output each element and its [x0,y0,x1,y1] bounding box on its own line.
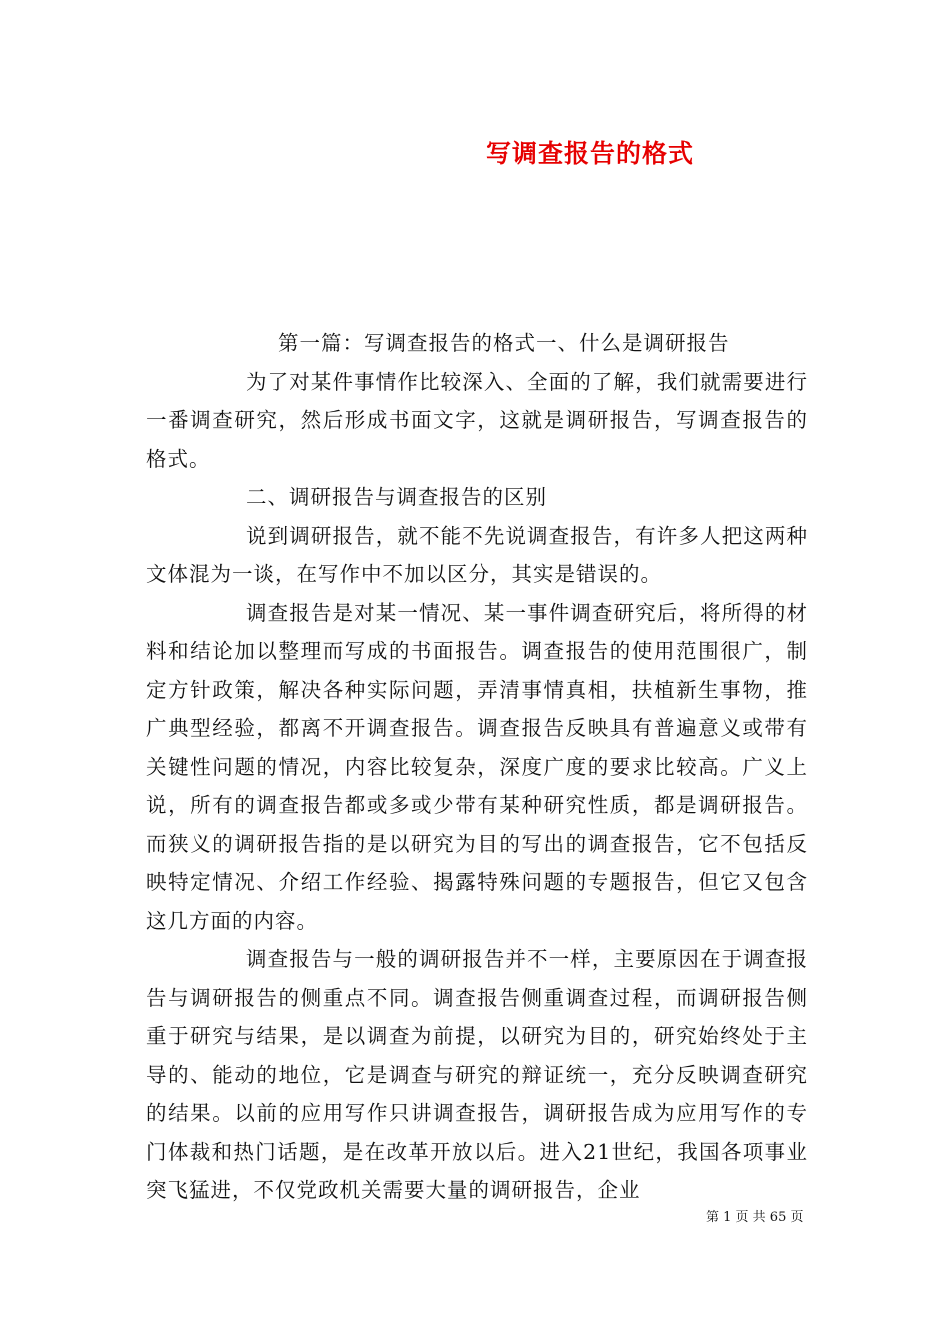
paragraph: 调查报告是对某一情况、某一事件调查研究后，将所得的材料和结论加以整理而写成的书面报告。调查报告的使用范围很广，制定方针政策，解决各种实际问题，弄清事情真相，扶植新生事物，推广典型经验，都离不开调查报告。调查报告反映具有普遍意义或带有关键性问题的情况，内容比较复杂，深度广度的要求比较高。广义上说，所有的调查报告都或多或少带有某种研究性质，都是调研报告。而狭义的调研报告指的是以研究为目的写出的调查报告，它不包括反映特定情况、介绍工作经验、揭露特殊问题的专题报告，但它又包含这几方面的内容。 [146,600,808,933]
paragraph-heading-2: 二、调研报告与调查报告的区别 [246,485,547,509]
paragraph: 说到调研报告，就不能不先说调查报告，有许多人把这两种文体混为一谈，在写作中不加以区分，其实是错误的。 [146,523,808,586]
paragraph: 为了对某件事情作比较深入、全面的了解，我们就需要进行一番调查研究，然后形成书面文字，这就是调研报告，写调查报告的格式。 [146,369,808,471]
page-number: 第 1 页 共 65 页 [706,1210,804,1225]
document-body [146,324,808,1210]
paragraph-heading-1: 第一篇：写调查报告的格式一、什么是调研报告 [278,331,730,355]
paragraph: 调查报告与一般的调研报告并不一样，主要原因在于调查报告与调研报告的侧重点不同。调查报告侧重调查过程，而调研报告侧重于研究与结果，是以调查为前提，以研究为目的，研究始终处于主导的、能动的地位，它是调查与研究的辩证统一，充分反映调查研究的结果。以前的应用写作只讲调查报告，调研报告成为应用写作的专门体裁和热门话题，是在改革开放以后。进入21世纪，我国各项事业突飞猛进，不仅党政机关需要大量的调研报告，企业 [146,947,808,1202]
document-title: 写调查报告的格式 [485,139,694,168]
